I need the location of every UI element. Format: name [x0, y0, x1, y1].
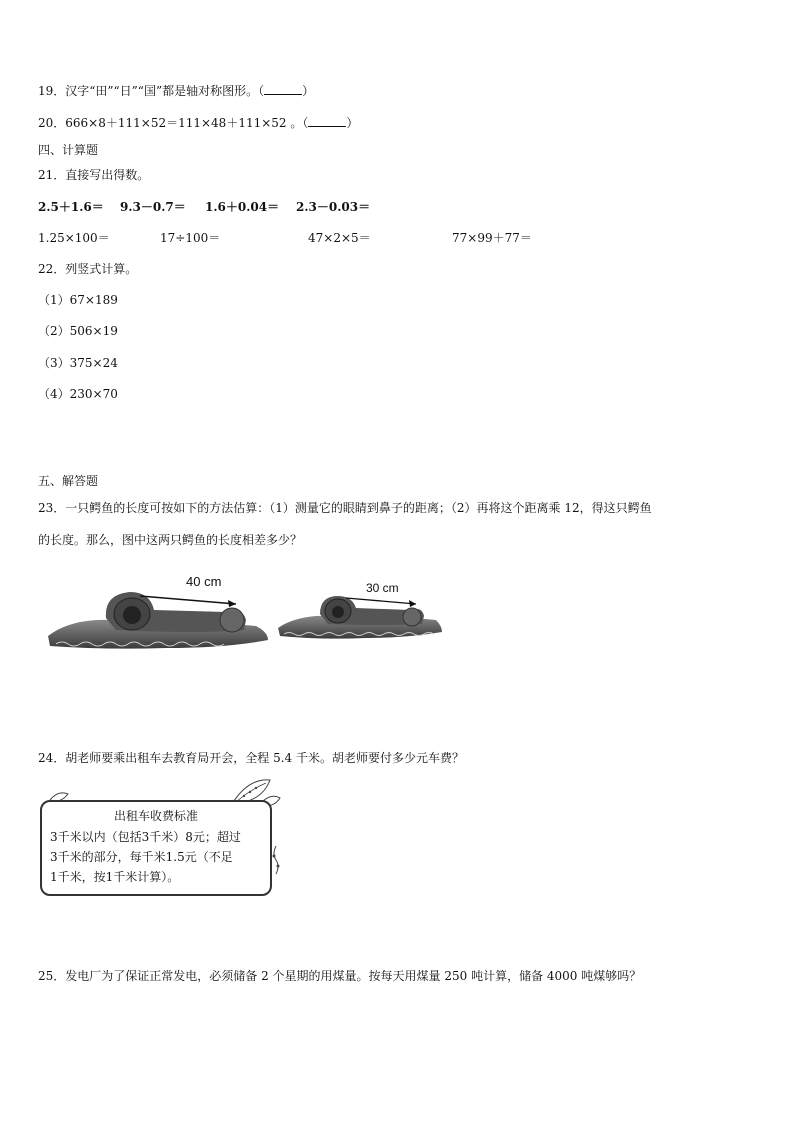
question-19: [38, 83, 314, 99]
calc-item: 9.3－0.7＝: [120, 200, 186, 214]
answer-blank[interactable]: [308, 115, 346, 127]
calc-item: 2.3－0.03＝: [296, 200, 371, 214]
section-heading-5: 五、解答题: [38, 474, 99, 488]
taxi-fare-line: 1千米，按1千米计算）。: [50, 870, 180, 884]
question-20-text: 20．666×8＋111×52＝111×48＋111×52 。（: [38, 116, 309, 130]
answer-blank[interactable]: [264, 83, 302, 95]
question-20: [38, 115, 358, 131]
question-20-close: ）: [346, 116, 359, 130]
calc-item: 1.6＋0.04＝: [205, 200, 280, 214]
calc-item: 47×2×5＝: [308, 231, 371, 245]
crocodile-right-illustration: [276, 576, 444, 646]
question-24-text: 24．胡老师要乘出租车去教育局开会，全程 5.4 千米。胡老师要付多少元车费？: [38, 751, 464, 765]
vertical-calc-item: （1）67×189: [38, 293, 118, 307]
calc-item: 1.25×100＝: [38, 231, 110, 245]
crocodile-left-illustration: [46, 568, 271, 658]
calc-item: 2.5＋1.6＝: [38, 200, 104, 214]
question-19-text: 19．汉字“田”“日”“国”都是轴对称图形。（: [38, 84, 265, 98]
length-label-right: 30 cm: [366, 581, 399, 595]
question-21-title: 21．直接写出得数。: [38, 168, 150, 182]
question-23-line1: 23．一只鳄鱼的长度可按如下的方法估算：（1）测量它的眼睛到鼻子的距离；（2）再将这个距离乘 12，得这只鳄鱼: [38, 501, 652, 515]
question-22-title: 22．列竖式计算。: [38, 262, 138, 276]
taxi-fare-box: [40, 800, 272, 896]
vertical-calc-item: （2）506×19: [38, 324, 118, 338]
taxi-fare-line: 3千米以内（包括3千米）8元；超过: [50, 830, 241, 844]
question-25-text: 25．发电厂为了保证正常发电，必须储备 2 个星期的用煤量。按每天用煤量 250 吨计算，储备 4000 吨煤够吗？: [38, 969, 642, 983]
question-23-line2: 的长度。那么，图中这两只鳄鱼的长度相差多少？: [38, 533, 303, 547]
taxi-fare-title: 出租车收费标准: [113, 809, 198, 823]
question-19-close: ）: [302, 84, 315, 98]
calc-item: 77×99＋77＝: [452, 231, 532, 245]
calc-item: 17÷100＝: [160, 231, 221, 245]
taxi-fare-line: 3千米的部分，每千米1.5元（不足: [50, 850, 233, 864]
length-label-left: 40 cm: [186, 574, 222, 589]
section-heading-4: 四、计算题: [38, 143, 99, 157]
vertical-calc-item: （4）230×70: [38, 387, 118, 401]
vine-decoration-icon: [270, 846, 282, 876]
vertical-calc-item: （3）375×24: [38, 356, 118, 370]
